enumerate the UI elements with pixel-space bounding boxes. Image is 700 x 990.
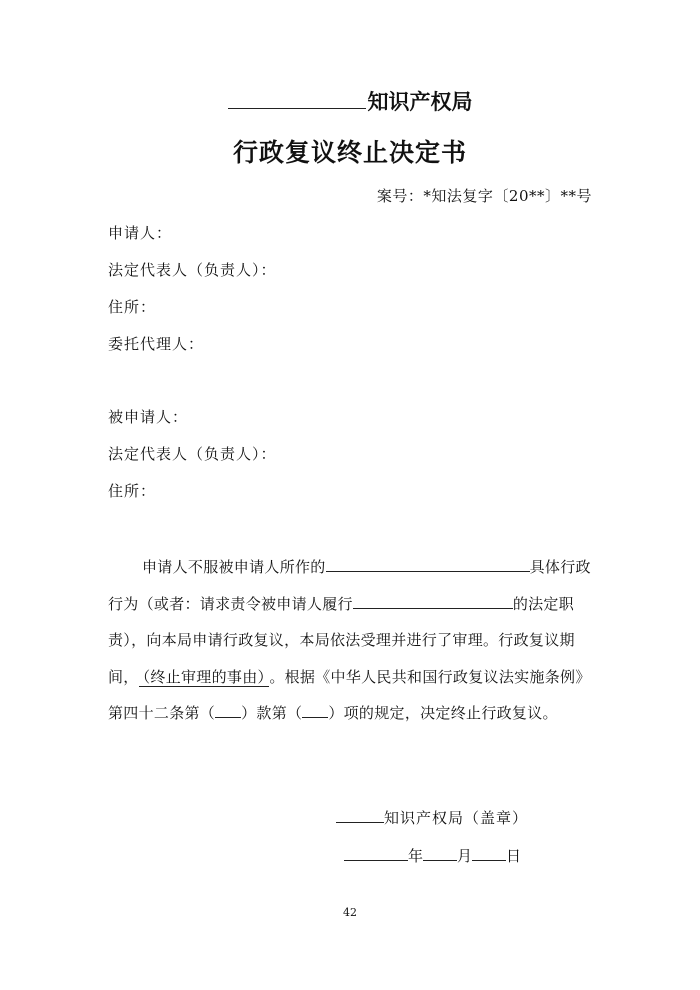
field-address: 住所： bbox=[108, 298, 157, 316]
issuing-office-header bbox=[0, 86, 700, 116]
year-blank bbox=[344, 845, 408, 861]
signature-line bbox=[336, 807, 528, 828]
day-blank bbox=[472, 845, 506, 861]
office-name-blank bbox=[228, 89, 366, 109]
field-respondent-address: 住所： bbox=[108, 482, 157, 500]
day-label: 日 bbox=[506, 847, 522, 865]
action-blank bbox=[326, 556, 530, 572]
page-number: 42 bbox=[343, 906, 357, 919]
case-number: 案号：*知法复字〔20**〕**号 bbox=[376, 187, 592, 205]
month-label: 月 bbox=[457, 847, 473, 865]
month-blank bbox=[423, 845, 457, 861]
office-seal-label: 知识产权局（盖章） bbox=[384, 809, 529, 827]
document-title: 行政复议终止决定书 bbox=[232, 138, 467, 167]
field-applicant: 申请人： bbox=[108, 224, 173, 242]
body-text-5: ）款第（ bbox=[241, 704, 303, 722]
body-text-1: 申请人不服被申请人所作的 bbox=[142, 558, 326, 576]
field-respondent: 被申请人： bbox=[108, 408, 189, 426]
field-respondent-legal-representative: 法定代表人（负责人）： bbox=[108, 445, 277, 463]
signature-office-blank bbox=[336, 807, 384, 823]
item-blank bbox=[302, 702, 328, 718]
year-label: 年 bbox=[408, 847, 424, 865]
date-line bbox=[344, 845, 521, 866]
body-text-2: 具体行政行为（或者：请求责令被申请人履行 bbox=[108, 558, 591, 613]
office-label: 知识产权局 bbox=[367, 90, 473, 114]
decision-body bbox=[108, 549, 598, 732]
clause-blank bbox=[215, 702, 241, 718]
termination-reason: （终止审理的事由） bbox=[139, 668, 270, 687]
field-legal-representative: 法定代表人（负责人）： bbox=[108, 261, 277, 279]
body-text-4: 。根据《中华人民共和国行政复议法实施条例》第四十二条第（ bbox=[108, 667, 591, 722]
body-text-6: ）项的规定，决定终止行政复议。 bbox=[328, 704, 558, 722]
body-text-3: 的法定职责），向本局申请行政复议，本局依法受理并进行了审理。行政复议期间， bbox=[108, 594, 575, 686]
field-agent: 委托代理人： bbox=[108, 335, 205, 353]
duty-blank bbox=[353, 593, 513, 609]
